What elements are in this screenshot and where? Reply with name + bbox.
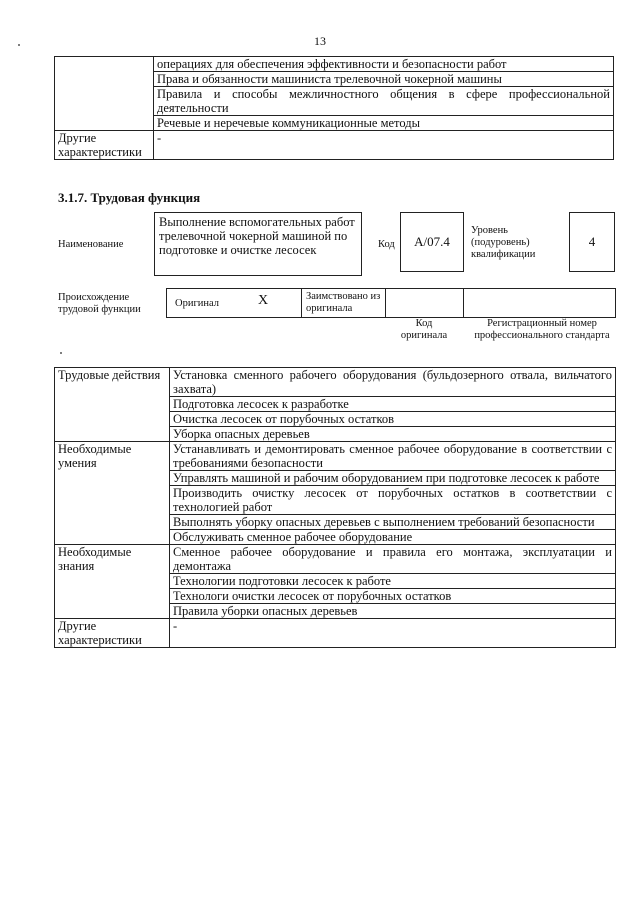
other-characteristics-label: Другие характеристики (55, 131, 154, 160)
qualification-level-value: 4 (588, 234, 596, 249)
table-cell: Управлять машиной и рабочим оборудованием при подготовке лесосек к работе (170, 471, 616, 486)
table-cell: Технологи очистки лесосек от порубочных остатков (170, 589, 616, 604)
function-name-box (154, 212, 362, 276)
labor-function-table (54, 367, 616, 648)
knowledge-continuation-table (54, 56, 614, 160)
original-mark: X (258, 293, 269, 308)
table-row (55, 619, 616, 648)
table-cell: Очистка лесосек от порубочных остатков (170, 412, 616, 427)
table-cell: Правила и способы межличностного общения в сфере профессиональной деятельности (154, 87, 614, 116)
registration-number-caption: Регистрационный номер профессионального стандарта (474, 318, 610, 341)
code-label: Код (378, 239, 395, 250)
qualification-level-box (569, 212, 615, 272)
divider (385, 288, 386, 318)
code-box (400, 212, 464, 272)
function-name: Выполнение вспомогательных работ трелевочной чокерной машиной по подготовке и очистке лесосек (159, 215, 355, 257)
table-cell: Права и обязанности машиниста трелевочной чокерной машины (154, 72, 614, 87)
table-cell: Производить очистку лесосек от порубочных остатков в соответствии с технологией работ (170, 486, 616, 515)
table-row (55, 131, 614, 160)
origin-row (166, 288, 616, 318)
other-characteristics-value: - (154, 131, 614, 160)
scan-speck (18, 44, 20, 46)
table-cell: Выполнять уборку опасных деревьев с выполнением требований безопасности (170, 515, 616, 530)
origin-label: Происхождение трудовой функции (58, 292, 141, 315)
labor-actions-label: Трудовые действия (55, 368, 170, 442)
original-label: Оригинал (175, 298, 219, 309)
table-cell: Подготовка лесосек к разработке (170, 397, 616, 412)
table-row (55, 545, 616, 574)
page-number: 13 (314, 34, 326, 48)
knowledge-label: Необходимые знания (55, 545, 170, 619)
table-cell: Установка сменного рабочего оборудования (бульдозерного отвала, вильчатого захвата) (170, 368, 616, 397)
table-row (55, 442, 616, 471)
divider (463, 288, 464, 318)
table-cell: Устанавливать и демонтировать сменное рабочее оборудование в соответствии с требованиями безопасности (170, 442, 616, 471)
table-cell: Технологии подготовки лесосек к работе (170, 574, 616, 589)
name-label: Наименование (58, 239, 124, 250)
empty-label-cell (55, 57, 154, 131)
table-cell: Уборка опасных деревьев (170, 427, 616, 442)
table-cell: Речевые и неречевые коммуникационные методы (154, 116, 614, 131)
other-characteristics-value: - (170, 619, 616, 648)
table-cell: Сменное рабочее оборудование и правила его монтажа, эксплуатации и демонтажа (170, 545, 616, 574)
section-title: 3.1.7. Трудовая функция (58, 190, 201, 205)
borrowed-label: Заимствовано из оригинала (306, 291, 381, 314)
scan-speck (60, 352, 62, 354)
qualification-level-label: Уровень (подуровень) квалификации (471, 225, 536, 260)
divider (301, 288, 302, 318)
original-code-caption: Код оригинала (400, 318, 448, 341)
table-cell: операциях для обеспечения эффективности и безопасности работ (154, 57, 614, 72)
table-cell: Правила уборки опасных деревьев (170, 604, 616, 619)
other-characteristics-label: Другие характеристики (55, 619, 170, 648)
code-value: А/07.4 (414, 234, 450, 249)
skills-label: Необходимые умения (55, 442, 170, 545)
table-row (55, 368, 616, 397)
table-cell: Обслуживать сменное рабочее оборудование (170, 530, 616, 545)
table-row (55, 57, 614, 72)
